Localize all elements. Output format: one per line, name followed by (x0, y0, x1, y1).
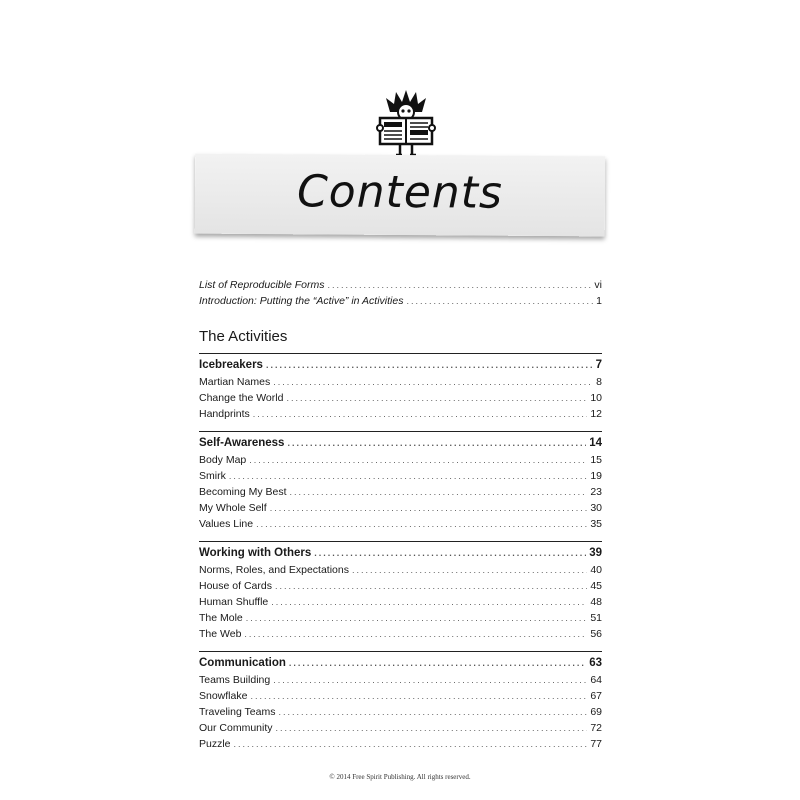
dot-leader (289, 655, 586, 672)
section-title: Self-Awareness (199, 437, 285, 449)
toc-entry-page: 67 (590, 690, 602, 702)
toc-entry[interactable] (199, 704, 602, 720)
toc-entry-page: 45 (590, 580, 602, 592)
toc-entry[interactable] (199, 672, 602, 688)
section-heading[interactable] (199, 545, 602, 562)
toc-entry[interactable] (199, 516, 602, 532)
toc-entry-reproducible-forms[interactable] (199, 277, 602, 293)
dot-leader (352, 562, 587, 578)
toc-entry[interactable] (199, 626, 602, 642)
toc-entry[interactable] (199, 720, 602, 736)
toc-entry[interactable] (199, 736, 602, 752)
dot-leader (286, 390, 587, 406)
toc-entry-page: 8 (596, 376, 602, 388)
toc-entry-label: List of Reproducible Forms (199, 279, 325, 291)
dot-leader (273, 672, 587, 688)
toc-entry[interactable] (199, 374, 602, 390)
dot-leader (246, 610, 588, 626)
toc-entry-page: 77 (590, 738, 602, 750)
section-page: 39 (589, 547, 602, 559)
dot-leader (266, 357, 593, 374)
toc-entry[interactable] (199, 578, 602, 594)
toc-entry-page: 1 (596, 295, 602, 307)
section-heading[interactable] (199, 357, 602, 374)
dot-leader (253, 406, 588, 422)
section-page: 7 (595, 359, 602, 371)
title-banner (195, 154, 606, 237)
toc-entry-page: 10 (590, 392, 602, 404)
toc-entry[interactable] (199, 468, 602, 484)
toc-entry[interactable] (199, 484, 602, 500)
toc-entry-label: Body Map (199, 454, 247, 466)
dot-leader (271, 594, 587, 610)
toc-entry-page: 56 (590, 628, 602, 640)
toc-entry-page: 40 (590, 564, 602, 576)
toc-entry-label: Snowflake (199, 690, 248, 702)
toc-entry-label: The Mole (199, 612, 243, 624)
dot-leader (234, 736, 588, 752)
toc-entry-label: The Web (199, 628, 242, 640)
toc-entry-label: House of Cards (199, 580, 272, 592)
copyright-footer: © 2014 Free Spirit Publishing. All rights reserved. (329, 773, 471, 781)
front-matter-list (199, 277, 602, 309)
dot-leader (290, 484, 588, 500)
toc-entry[interactable] (199, 406, 602, 422)
section-page: 14 (589, 437, 602, 449)
section-icebreakers (199, 353, 602, 422)
toc-entry-label: Becoming My Best (199, 486, 287, 498)
section-divider (199, 651, 602, 652)
toc-entry-label: Our Community (199, 722, 273, 734)
toc-entry[interactable] (199, 500, 602, 516)
section-heading[interactable] (199, 655, 602, 672)
toc-entry-page: 12 (590, 408, 602, 420)
activities-list (199, 353, 602, 761)
toc-entry-label: Human Shuffle (199, 596, 269, 608)
newspaper-reader-icon (376, 90, 436, 158)
dot-leader (406, 293, 593, 309)
dot-leader (327, 277, 591, 293)
toc-entry-label: Handprints (199, 408, 250, 420)
toc-entry-page: 69 (590, 706, 602, 718)
toc-entry-page: 23 (590, 486, 602, 498)
toc-entry-introduction[interactable] (199, 293, 602, 309)
toc-entry-label: My Whole Self (199, 502, 267, 514)
section-page: 63 (589, 657, 602, 669)
dot-leader (250, 688, 587, 704)
toc-entry-page: 19 (590, 470, 602, 482)
dot-leader (256, 516, 587, 532)
section-divider (199, 353, 602, 354)
toc-entry-page: 30 (590, 502, 602, 514)
toc-entry-label: Introduction: Putting the “Active” in Activities (199, 295, 404, 307)
toc-entry[interactable] (199, 390, 602, 406)
section-communication (199, 651, 602, 752)
section-divider (199, 541, 602, 542)
toc-entry-label: Smirk (199, 470, 226, 482)
dot-leader (244, 626, 587, 642)
toc-entry-page: 35 (590, 518, 602, 530)
dot-leader (270, 500, 588, 516)
dot-leader (278, 704, 587, 720)
dot-leader (287, 435, 586, 452)
toc-entry-page: 64 (590, 674, 602, 686)
page-title: Contents (296, 166, 504, 219)
section-heading[interactable] (199, 435, 602, 452)
section-title: Communication (199, 657, 286, 669)
dot-leader (229, 468, 587, 484)
section-divider (199, 431, 602, 432)
dot-leader (314, 545, 586, 562)
section-working-with-others (199, 541, 602, 642)
toc-entry[interactable] (199, 688, 602, 704)
toc-entry-page: 72 (590, 722, 602, 734)
section-self-awareness (199, 431, 602, 532)
toc-entry-page: 15 (590, 454, 602, 466)
toc-entry-label: Puzzle (199, 738, 231, 750)
section-title: Working with Others (199, 547, 312, 559)
toc-entry-page: 51 (590, 612, 602, 624)
toc-entry[interactable] (199, 610, 602, 626)
dot-leader (273, 374, 593, 390)
section-title: Icebreakers (199, 359, 263, 371)
toc-entry[interactable] (199, 594, 602, 610)
dot-leader (276, 720, 588, 736)
toc-entry-label: Traveling Teams (199, 706, 276, 718)
toc-entry-label: Change the World (199, 392, 284, 404)
activities-heading: The Activities (199, 328, 288, 345)
dot-leader (249, 452, 587, 468)
toc-entry-label: Martian Names (199, 376, 271, 388)
toc-entry-label: Norms, Roles, and Expectations (199, 564, 349, 576)
toc-entry-label: Teams Building (199, 674, 271, 686)
dot-leader (275, 578, 587, 594)
toc-entry[interactable] (199, 452, 602, 468)
toc-entry-page: 48 (590, 596, 602, 608)
toc-entry[interactable] (199, 562, 602, 578)
toc-entry-label: Values Line (199, 518, 254, 530)
toc-entry-page: vi (594, 279, 602, 291)
